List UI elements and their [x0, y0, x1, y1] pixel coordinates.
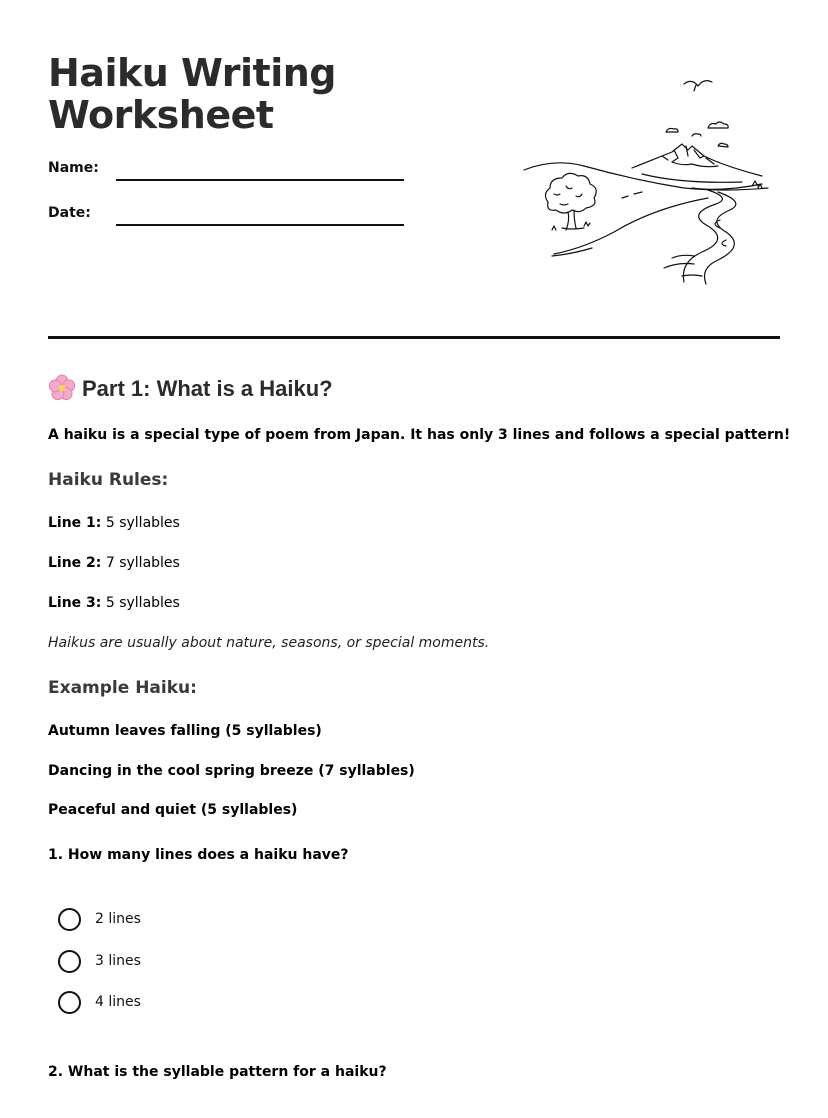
rule-value: 7 syllables — [105, 555, 180, 571]
haiku-note: Haikus are usually about nature, seasons, or special moments. — [48, 635, 490, 651]
section-divider — [48, 336, 780, 339]
page-title: Haiku Writing Worksheet — [48, 51, 336, 137]
radio-button[interactable] — [58, 908, 81, 931]
option-label: 3 lines — [95, 953, 141, 969]
cherry-blossom-icon — [48, 374, 76, 402]
question-2: 2. What is the syllable pattern for a haiku? — [48, 1064, 387, 1080]
rule-label: Line 1: — [48, 515, 102, 531]
date-input-line[interactable] — [116, 224, 404, 226]
intro-text: A haiku is a special type of poem from Japan. It has only 3 lines and follows a special pattern! — [48, 427, 791, 443]
option-label: 4 lines — [95, 994, 141, 1010]
part1-heading-text: Part 1: What is a Haiku? — [82, 376, 333, 401]
worksheet-page — [48, 0, 791, 1118]
rule-line-3 — [48, 593, 180, 613]
name-input-line[interactable] — [116, 179, 404, 181]
example-line-1: Autumn leaves falling (5 syllables) — [48, 723, 322, 739]
radio-button[interactable] — [58, 950, 81, 973]
rule-label: Line 2: — [48, 555, 102, 571]
rule-line-2 — [48, 553, 180, 573]
rule-value: 5 syllables — [105, 595, 180, 611]
rule-label: Line 3: — [48, 595, 102, 611]
radio-button[interactable] — [58, 991, 81, 1014]
question-1: 1. How many lines does a haiku have? — [48, 847, 349, 863]
name-label: Name: — [48, 160, 99, 176]
rules-heading: Haiku Rules: — [48, 470, 169, 490]
rule-value: 5 syllables — [105, 515, 180, 531]
name-field[interactable] — [48, 160, 408, 184]
mountain-landscape-illustration — [522, 70, 772, 286]
example-line-3: Peaceful and quiet (5 syllables) — [48, 802, 298, 818]
option-label: 2 lines — [95, 911, 141, 927]
example-heading: Example Haiku: — [48, 678, 197, 698]
date-field[interactable] — [48, 205, 408, 229]
rule-line-1 — [48, 513, 180, 533]
example-line-2: Dancing in the cool spring breeze (7 syllables) — [48, 763, 415, 779]
part1-heading — [48, 372, 333, 406]
date-label: Date: — [48, 205, 91, 221]
